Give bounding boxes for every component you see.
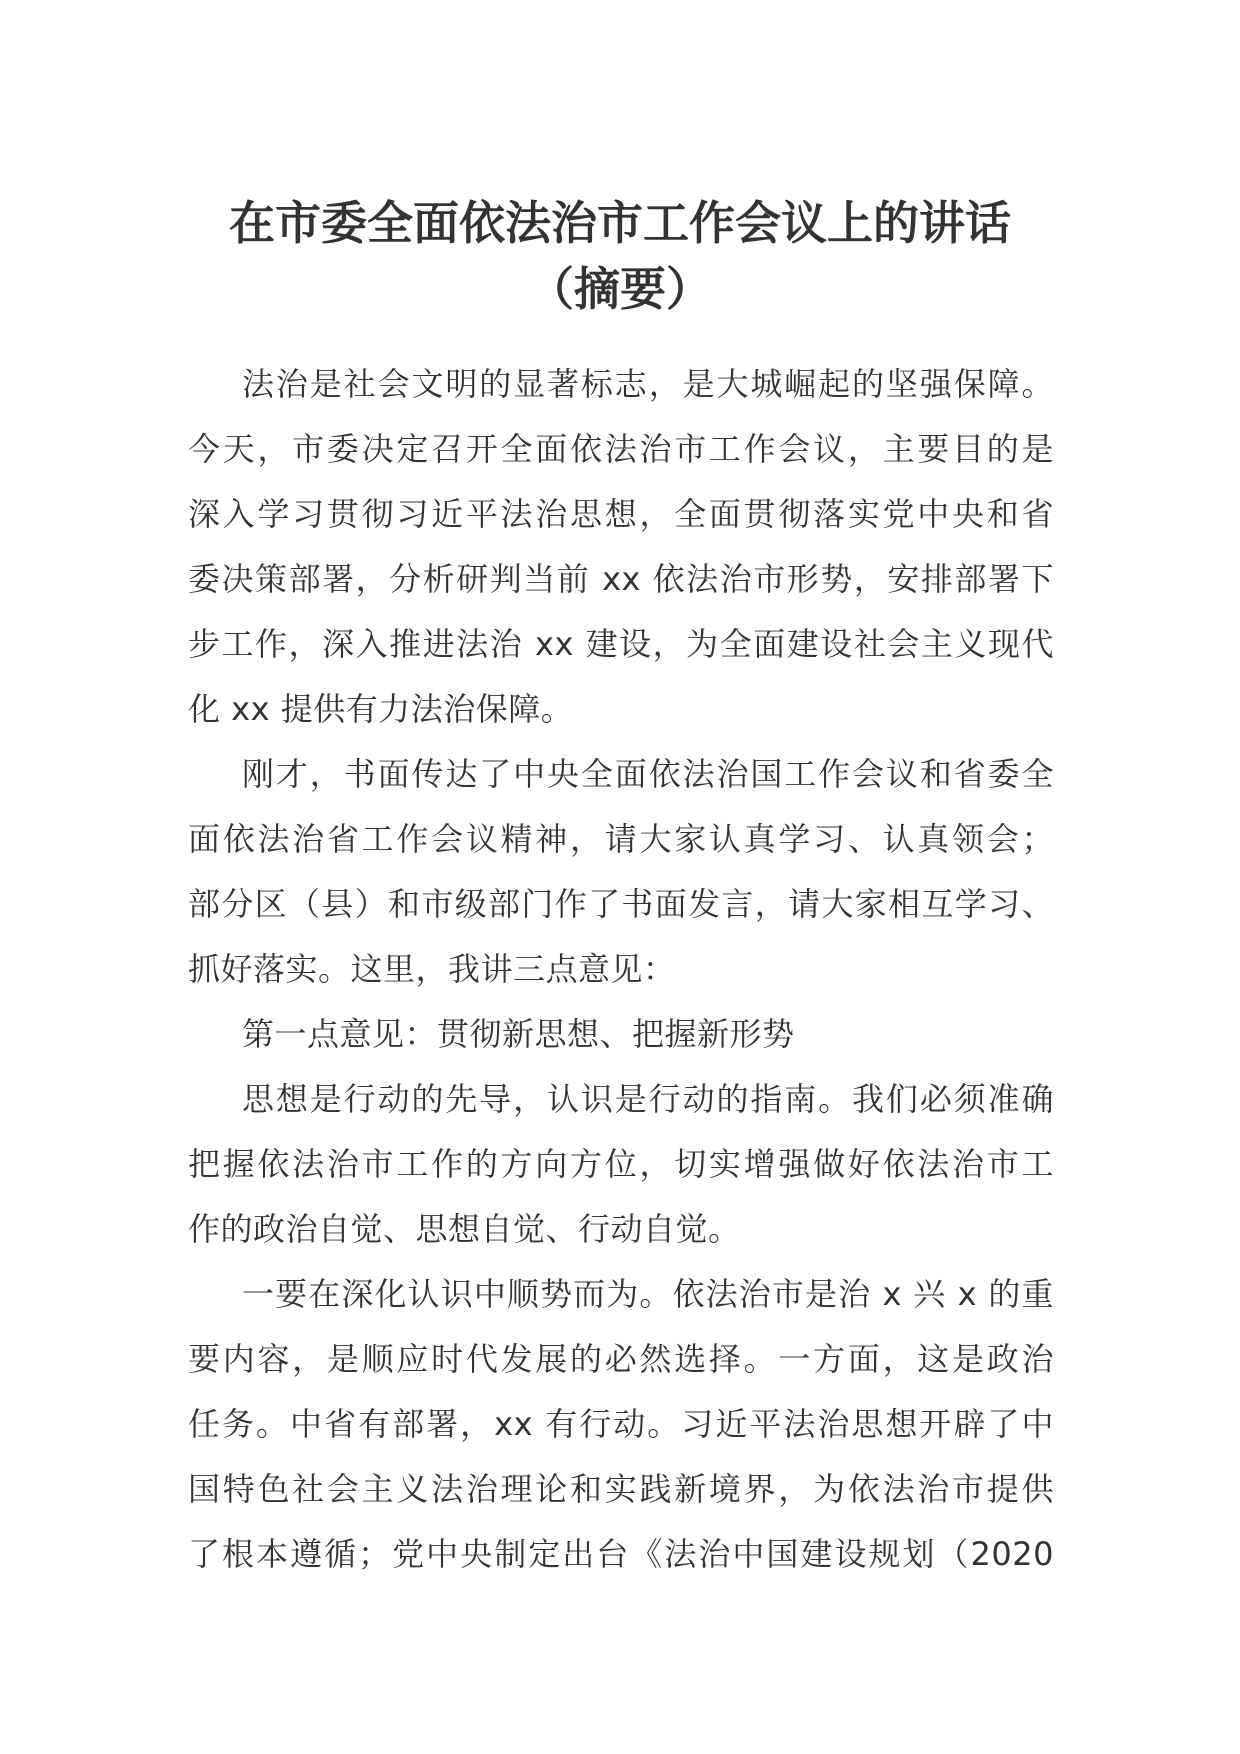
paragraph-line: 步工作，深入推进法治 xx 建设，为全面建设社会主义现代 [188,625,1054,663]
paragraph-line: 要内容，是顺应时代发展的必然选择。一方面，这是政治 [188,1340,1054,1378]
paragraph-line: 抓好落实。这里，我讲三点意见： [188,950,676,988]
paragraph-line: 第一点意见：贯彻新思想、把握新形势 [242,1015,795,1053]
paragraph-line: 国特色社会主义法治理论和实践新境界，为依法治市提供 [188,1470,1054,1508]
document-title [190,190,1050,322]
paragraph-line: 部分区（县）和市级部门作了书面发言，请大家相互学习、 [188,885,1054,923]
title-line-main: 在市委全面依法治市工作会议上的讲话 [229,196,1011,250]
paragraph-line: 深入学习贯彻习近平法治思想，全面贯彻落实党中央和省 [188,495,1054,533]
paragraph-deepen-understanding [188,1262,1054,1587]
paragraph-briefing [188,742,1054,1002]
paragraph-line: 面依法治省工作会议精神，请大家认真学习、认真领会； [188,820,1054,858]
paragraph-line: 任务。中省有部署，xx 有行动。习近平法治思想开辟了中 [188,1405,1054,1443]
paragraph-intro [188,352,1054,742]
paragraph-line: 法治是社会文明的显著标志，是大城崛起的坚强保障。 [242,365,1054,403]
title-line-sub: （摘要） [528,262,712,316]
paragraph-line: 委决策部署，分析研判当前 xx 依法治市形势，安排部署下 [188,560,1054,598]
paragraph-line: 化 xx 提供有力法治保障。 [188,690,574,728]
paragraph-thought [188,1067,1054,1262]
section-heading-first-point [188,1002,1054,1067]
paragraph-line: 思想是行动的先导，认识是行动的指南。我们必须准确 [242,1080,1054,1118]
paragraph-line: 把握依法治市工作的方向方位，切实增强做好依法治市工 [188,1145,1054,1183]
paragraph-line: 刚才，书面传达了中央全面依法治国工作会议和省委全 [242,755,1054,793]
paragraph-line: 作的政治自觉、思想自觉、行动自觉。 [188,1210,741,1248]
paragraph-line: 今天，市委决定召开全面依法治市工作会议，主要目的是 [188,430,1054,468]
document-body [188,352,1054,1587]
paragraph-line: 了根本遵循；党中央制定出台《法治中国建设规划（2020 [188,1535,1054,1573]
paragraph-line: 一要在深化认识中顺势而为。依法治市是治 x 兴 x 的重 [242,1275,1054,1313]
